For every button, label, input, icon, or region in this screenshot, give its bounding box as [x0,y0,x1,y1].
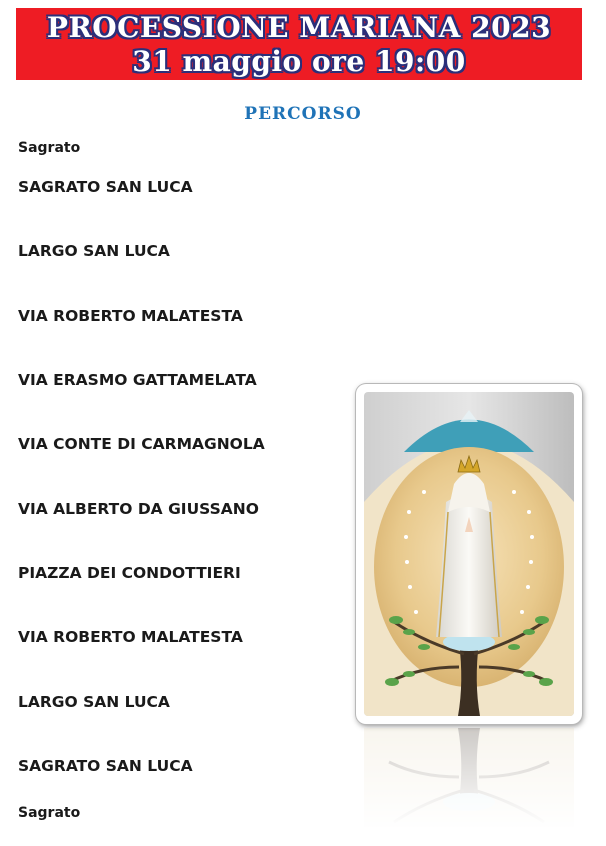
route-item: VIA ERASMO GATTAMELATA [18,371,257,389]
route-heading: PERCORSO [244,104,362,124]
route-item: PIAZZA DEI CONDOTTIERI [18,564,241,582]
route-item: VIA CONTE DI CARMAGNOLA [18,435,265,453]
banner-title: PROCESSIONE MARIANA 2023 [46,11,552,44]
route-item: SAGRATO SAN LUCA [18,178,193,196]
madonna-illustration [364,392,574,716]
route-item: VIA ALBERTO DA GIUSSANO [18,500,259,518]
route-item: Sagrato [18,140,81,156]
route-item: LARGO SAN LUCA [18,693,170,711]
route-item: SAGRATO SAN LUCA [18,757,193,775]
banner-date-time: 31 maggio ore 19:00 [132,45,466,78]
title-banner [16,8,582,80]
route-item: VIA ROBERTO MALATESTA [18,307,243,325]
route-item: LARGO SAN LUCA [18,242,170,260]
route-item: Sagrato [18,805,81,821]
route-item: VIA ROBERTO MALATESTA [18,628,243,646]
madonna-photo [356,384,582,724]
photo-reflection [356,728,582,828]
